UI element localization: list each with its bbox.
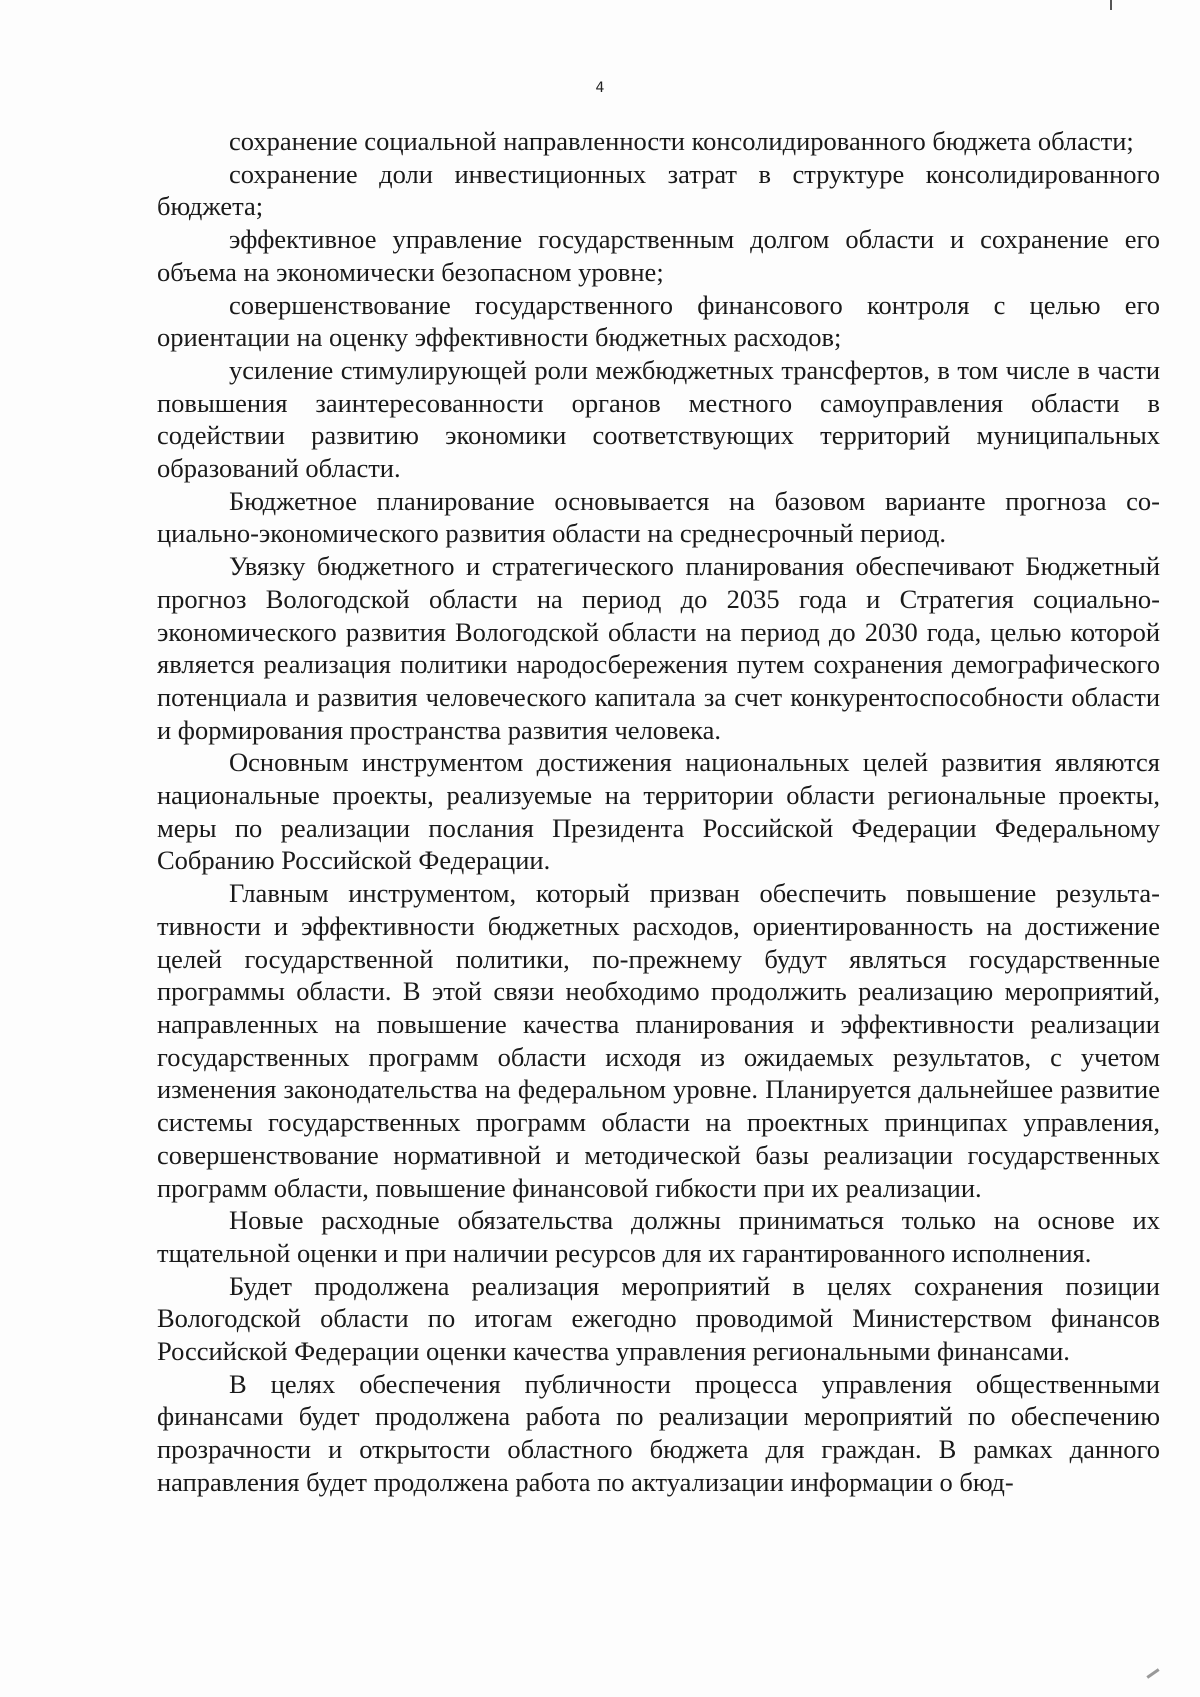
paragraph: Будет продолжена реализация мероприятий в целях сохранения позиции Вологодской области по итогам ежегодно проводимой Министерством финансов Российской Федерации оценки качества управления региональными финансами. (157, 1270, 1160, 1367)
scan-edge-mark (1110, 0, 1112, 10)
paragraph: сохранение социальной направленности консолидированного бюджета области; (229, 126, 1134, 156)
paragraph: Бюджетное планирование основывается на базовом варианте прогноза социально-экономического развития области на среднесрочный период. (157, 485, 1160, 549)
paragraph: Главным инструментом, который призван обеспечить повышение результативности и эффективности бюджетных расходов, ориентированность на достижение целей государственной политики, по-прежнему будут являться государственные программы области. В этой связи необходимо продолжить реализацию мероприятий, направленных на повышение качества планирования и эффективности реализации государственных программ области исходя из ожидаемых результатов, с учетом изменения законодательства на федеральном уровне. Планируется дальнейшее развитие системы государственных программ области на проектных принципах управления, совершенствование нормативной и методической базы реализации государственных программ области, повышение финансовой гибкости при их реализации. (157, 878, 1160, 1203)
paragraph: совершенствование государственного финансового контроля с целью его ориентации на оценку эффективности бюджетных расходов; (157, 289, 1160, 353)
document-body (157, 125, 1160, 1499)
paragraph: В целях обеспечения публичности процесса управления общественными финансами будет продолжена работа по реализации мероприятий по обеспечению прозрачности и открытости областного бюджета для граждан. В рамках данного направления будет продолжена работа по актуализации информации о бюд- (157, 1368, 1160, 1497)
paragraph: Основным инструментом достижения национальных целей развития являются национальные проекты, реализуемые на территории области региональные проекты, меры по реализации послания Президента Российской Федерации Федеральному Собранию Российской Федерации. (157, 747, 1160, 876)
paragraph: сохранение доли инвестиционных затрат в структуре консолидированного бюджета; (157, 158, 1160, 222)
paragraph: Новые расходные обязательства должны приниматься только на основе их тщательной оценки и при наличии ресурсов для их гарантированного исполнения. (157, 1205, 1160, 1268)
paragraph: усиление стимулирующей роли межбюджетных трансфертов, в том числе в части повышения заинтересованности органов местного самоуправления области в содействии развитию экономики соответствующих территорий муниципальных образований области. (157, 354, 1160, 484)
paragraph: эффективное управление государственным долгом области и сохранение его объема на экономически безопасном уровне; (157, 224, 1160, 287)
page-number: 4 (595, 80, 605, 96)
scan-corner-mark (1146, 1668, 1159, 1678)
paragraph: Увязку бюджетного и стратегического планирования обеспечивают Бюджетный прогноз Вологодской области на период до 2035 года и Стратегия социально-экономического развития Вологодской области на период до 2030 года, целью которой является реализация политики народосбережения путем сохранения демографического потенциала и развития человеческого капитала за счет конкурентоспособности области и формирования пространства развития человека. (157, 551, 1160, 745)
